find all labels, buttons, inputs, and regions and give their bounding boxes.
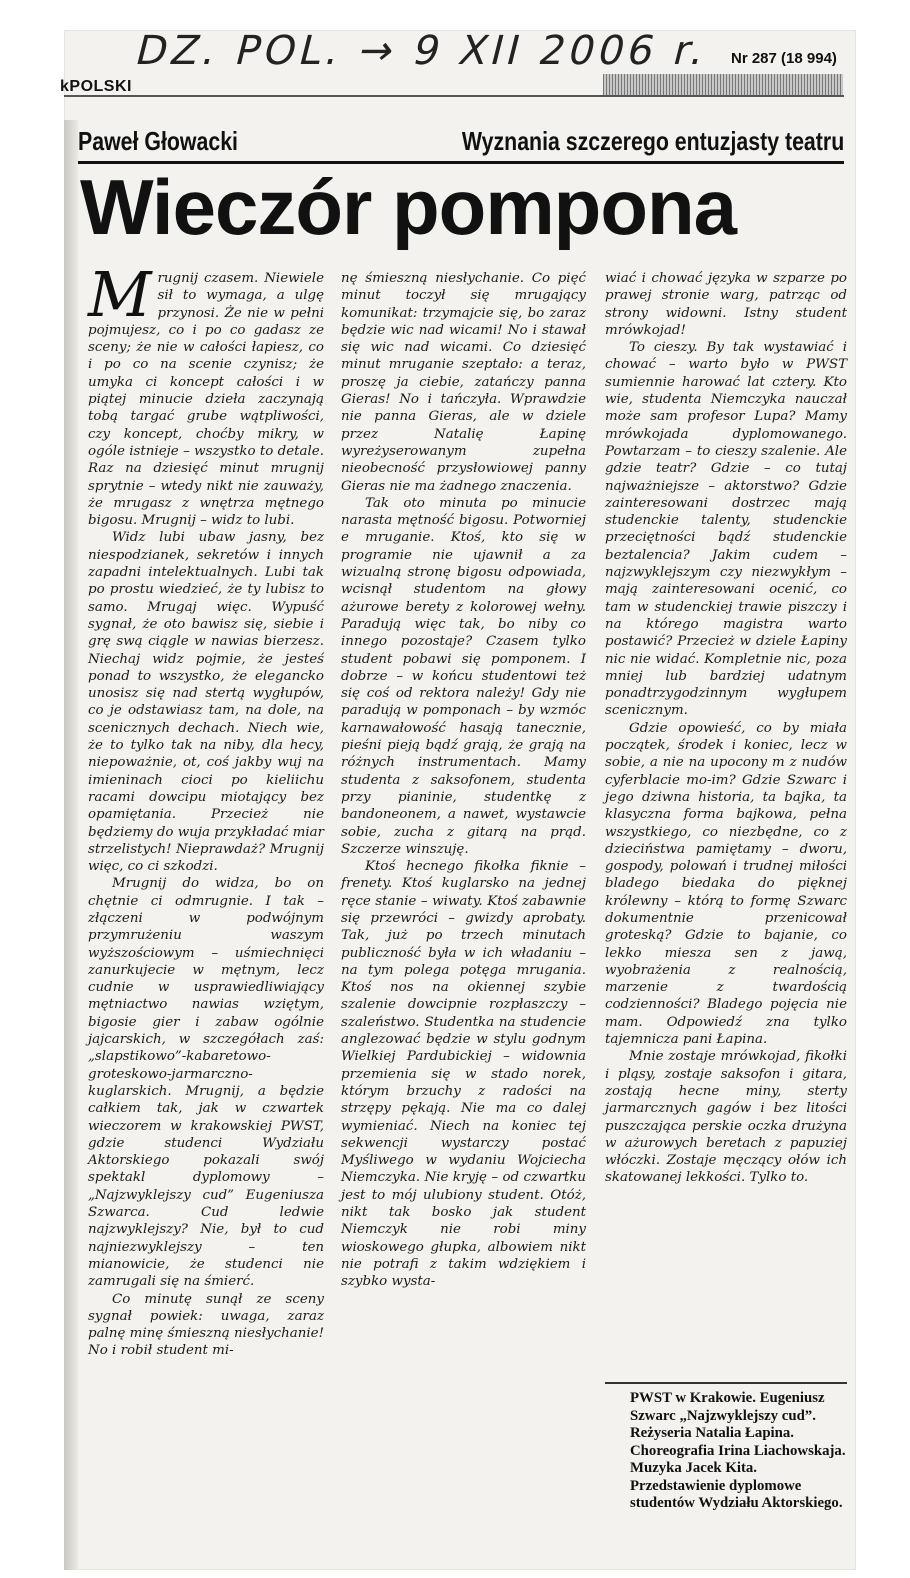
credits-rule: [605, 1382, 847, 1384]
clipping-edge-shadow: [64, 120, 78, 1570]
article-column-3: [605, 270, 847, 1187]
dropcap: M: [88, 258, 152, 331]
paragraph: Gdzie opowieść, co by miała początek, środek i koniec, lecz w sobie, a nie na upocony m z nudów cyferblacie mo-im? Gdzie Szwarc i jego dziwna historia, ta bajka, ta klasyczna forma bajkowa, pełna wszystkiego, co niezbędne, co z dzieciństwa pamiętamy – dworu, gospody, polowań i trudnej miłości bladego biedaka do pięknej królewny – którą to formę Szwarc dokumentnie przenicował groteską? Gdzie to bajanie, co lekko miesza sen z jawą, wyobrażenia z realnością, marzenie z twardością codzienności? Bladego pojęcia nie mam. Odpowiedź zna tylko tajemnicza pani Łapina.: [605, 720, 847, 1048]
article-title: Wieczór pompona: [80, 163, 736, 251]
paragraph: nę śmieszną niesłychanie. Co pięć minut toczył się mrugający komunikat: trzymajcie się, bo zaraz będzie wic nad wicami! No i stawał się wic nad wicami. Co dziesięć minut mruganie szeptało: a teraz, proszę ja ciebie, zatańczy panna Gieras! No i tańczyła. Wprawdzie nie panna Gieras, ale w dziele przez Natalię Łapinę wyreżyserowanym zupełna nieobecność przysłowiowej panny Gieras nie ma żadnego znaczenia.: [341, 271, 586, 494]
masthead-rule: [64, 95, 844, 97]
masthead-hatch-bar: [603, 74, 843, 96]
paragraph: [88, 258, 324, 529]
paragraph: Widz lubi ubaw jasny, bez niespodzianek, sekretów i innych zapadni intelektualnych. Lubi tak po prostu wiedzieć, że ty lubisz to samo. Mrugaj więc. Wypuść sygnał, że oto bawisz się, siebie i grę swą ciągle w nawias bierzesz. Niechaj widz pojmie, że jesteś ponad to wszystko, że elegancko unosisz się nad stertą wygłupów, co je odstawiasz tam, na dole, na scenicznych dechach. Niech wie, że to tylko tak na niby, dla hecy, niepoważnie, ot, coś jakby wuj na imieninach cioci po kieliichu racami dowcipu miotający bez opamiętania. Przecież nie będziemy do wuja przykładać miar strzelistych! Nieprawdaż? Mrugnij więc, co ci szkodzi.: [88, 530, 324, 875]
paragraph: To cieszy. By tak wystawiać i chować – warto było w PWST sumiennie harować lat cztery. Kto wie, studenta Niemczyka nauczał może sam profesor Lupa? Mamy mrówkojada dyplomowanego. Powtarzam – to cieszy szalenie. Ale gdzie teatr? Gdzie – co tutaj najważniejsze – aktorstwo? Gdzie zainteresowani dostrzec mają studenckie talenty, studenckie przeciętności bądź studenckie beztalencia? Jakim cudem – najzwyklejszym czy niezwykłym – mają zainteresowani ocenić, co tam w studenckiej trawie piszczy i na którego magistra warto postawić? Przecież w dziele Łapiny nic nie widać. Kompletnie nic, poza mniej lub bardziej udatnym ponadtrzygodzinnym wygłupem scenicznym.: [605, 340, 847, 719]
paragraph: wiać i chować języka w szparze po prawej stronie warg, patrząc od strony widowni. Istny student mrówkojad!: [605, 271, 847, 338]
paragraph: Mnie zostaje mrówkojad, fikołki i pląsy, zostaje saksofon i gitara, zostają hecne miny, sterty jarmarcznych gagów i bez litości puszczająca perskie oczka drużyna w ażurowych beretach z papuziej włóczki. Zostaje męczący ołów ich skatowanej lekkości. Tylko to.: [605, 1049, 847, 1186]
production-credits: PWST w Krakowie. Eugeniusz Szwarc „Najzwyklejszy cud”. Reżyseria Natalia Łapina. Choreografia Irina Liachowskaja. Muzyka Jacek Kita. Przedstawienie dyplomowe studentów Wydziału Aktorskiego.: [630, 1390, 846, 1511]
paragraph: Tak oto minuta po minucie narasta mętność bigosu. Potworniej e mruganie. Ktoś, kto się w programie nie ujawnił a za wizualną stronę bigosu odpowiada, wcisnął studentom na głowy ażurowe berety z kolorowej wełny. Paradują więc tak, bo niby co innego pozostaje? Czasem tylko student pobawi się pomponem. I dobrze – w końcu studentowi też się coś od rektora należy! Gdy nie paradują w pomponach – by wzmóc karnawałowość hasają tanecznie, pieśni pieją bądź grają, że grają na różnych instrumentach. Mamy studenta z saksofonem, studenta przy pianinie, studentkę z bandoneonem, a nawet, wystawcie sobie, zucha z gitarą na prąd. Szczerze winszuję.: [341, 495, 586, 857]
article-column-2: [341, 270, 586, 1291]
paragraph: Mrugnij do widza, bo on chętnie ci odmrugnie. I tak – złączeni w podwójnym przymrużeniu waszym wyższościowym – uśmiechnięci zanurkujecie w mętnym, lecz cudnie w usprawiedliwiający mętniactwo nawias wziętym, bigosie gier i zabaw ogólnie jajcarskich, w szczegółach zaś: „slapstikowo”-kabaretowo-groteskowo-jarmarczno-kuglarskich. Mrugnij, a będzie całkiem tak, jak w czwartek wieczorem w krakowskiej PWST, gdzie studenci Wydziału Aktorskiego pokazali swój spektakl dyplomowy – „Najzwyklejszy cud” Eugeniusza Szwarca. Cud ledwie najzwyklejszy? Nie, był to cud najniezwyklejszy – ten mianowicie, że studenci nie zamrugali się na śmierć.: [88, 876, 324, 1290]
masthead-paper-name: kPOLSKI: [60, 78, 132, 95]
byline-author: Paweł Głowacki: [78, 126, 238, 156]
paragraph: Ktoś hecnego fikołka fiknie – frenety. Ktoś kuglarsko na jednej ręce stanie – wiwaty. Ktoś zabawnie się przewróci – gwizdy aprobaty. Tak, już po trzech minutach publiczność była w ich władaniu – na tym polega potęga mrugania. Ktoś nos na okiennej szybie szalenie dowcipnie rozpłaszczy – szaleństwo. Studentka na studencie anglezować będzie w stylu godnym Wielkiej Pardubickiej – widownia przemienia się w stado norek, którym brzuchy z radości na strzępy pękają. Nie ma co dalej wymieniać. Niech na koniec tej sekwencji wystarczy postać Myśliwego w wydaniu Wojciecha Niemczyka. Nie kryję – od czwartku jest to mój ulubiony student. Otóż, nikt tak bosko jak student Niemczyk nie robi miny wioskowego głupka, albowiem nikt nie potrafi z takim wdziękiem i szybko wysta-: [341, 859, 586, 1290]
paragraph: Co minutę sunął ze sceny sygnał powiek: uwaga, zaraz palnę minę śmieszną niesłychanie! No i robił student mi-: [88, 1291, 324, 1359]
issue-number: Nr 287 (18 994): [731, 50, 837, 67]
handwritten-note: DZ. POL. → 9 XII 2006 r.: [131, 28, 714, 74]
paragraph-text: rugnij czasem. Niewiele sił to wymaga, a ulgę przynosi. Że nie w pełni pojmujesz, co i po co gadasz ze sceny; że nie w całości łapiesz, co i po co na scenie czynisz; że umyka ci koncept całości i w piątej minucie dzieła zaczynają tobą targać grube wątpliwości, czy koncept, choćby mikry, w ogóle istnieje – wszystko to detale. Raz na dziesięć minut mrugnij sprytnie – wtedy nikt nie zauważy, że mrugasz z wnętrza mętnego bigosu. Mrugnij – widz to lubi.: [88, 271, 324, 529]
section-heading: Wyznania szczerego entuzjasty teatru: [461, 126, 844, 156]
article-column-1: [88, 258, 324, 1360]
